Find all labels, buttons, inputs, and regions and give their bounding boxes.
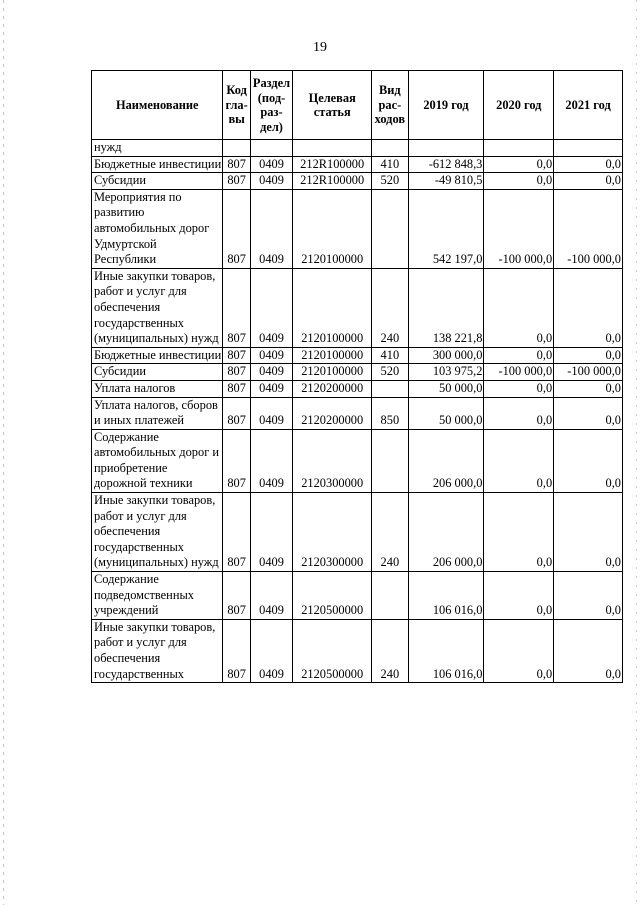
cell-kod: 807 bbox=[223, 364, 250, 381]
cell-vid bbox=[372, 572, 408, 620]
cell-celevaya: 2120100000 bbox=[293, 189, 372, 268]
cell-kod: 807 bbox=[223, 572, 250, 620]
cell-2020: 0,0 bbox=[484, 380, 554, 397]
cell-celevaya: 2120500000 bbox=[293, 619, 372, 682]
cell-2019: 138 221,8 bbox=[408, 268, 484, 347]
cell-razdel: 0409 bbox=[250, 189, 292, 268]
cell-razdel: 0409 bbox=[250, 493, 292, 572]
cell-kod: 807 bbox=[223, 156, 250, 173]
table-row bbox=[92, 572, 623, 620]
table-row bbox=[92, 156, 623, 173]
header-2021: 2021 год bbox=[554, 71, 623, 140]
cell-celevaya: 2120200000 bbox=[293, 380, 372, 397]
cell-vid: 520 bbox=[372, 173, 408, 190]
cell-vid: 850 bbox=[372, 397, 408, 429]
cell-celevaya: 2120300000 bbox=[293, 429, 372, 492]
cell-2021: 0,0 bbox=[554, 619, 623, 682]
cell-2021: 0,0 bbox=[554, 397, 623, 429]
cell-kod: 807 bbox=[223, 397, 250, 429]
cell-celevaya bbox=[293, 140, 372, 157]
cell-name: Уплата налогов bbox=[92, 380, 223, 397]
cell-vid: 410 bbox=[372, 347, 408, 364]
budget-table bbox=[91, 70, 623, 683]
cell-kod: 807 bbox=[223, 268, 250, 347]
cell-2021: 0,0 bbox=[554, 173, 623, 190]
cell-name: Иные закупки товаров, работ и услуг для обеспечения государственных (муниципальных) нужд bbox=[92, 493, 223, 572]
table-row bbox=[92, 364, 623, 381]
header-2020: 2020 год bbox=[484, 71, 554, 140]
cell-vid: 240 bbox=[372, 268, 408, 347]
cell-2020: 0,0 bbox=[484, 572, 554, 620]
header-kod: Код гла- вы bbox=[223, 71, 250, 140]
cell-2021: 0,0 bbox=[554, 429, 623, 492]
header-razdel: Раздел (под- раз- дел) bbox=[250, 71, 292, 140]
table-body bbox=[92, 140, 623, 683]
cell-2020: 0,0 bbox=[484, 173, 554, 190]
cell-2021: -100 000,0 bbox=[554, 189, 623, 268]
cell-vid bbox=[372, 380, 408, 397]
cell-razdel: 0409 bbox=[250, 156, 292, 173]
cell-2020: 0,0 bbox=[484, 397, 554, 429]
cell-celevaya: 2120100000 bbox=[293, 364, 372, 381]
cell-celevaya: 212R100000 bbox=[293, 156, 372, 173]
cell-2019: 50 000,0 bbox=[408, 397, 484, 429]
table-row bbox=[92, 619, 623, 682]
cell-2019: -49 810,5 bbox=[408, 173, 484, 190]
cell-2021: -100 000,0 bbox=[554, 364, 623, 381]
cell-2019: 50 000,0 bbox=[408, 380, 484, 397]
scan-edge-left bbox=[3, 0, 4, 905]
cell-2019: 542 197,0 bbox=[408, 189, 484, 268]
table-row bbox=[92, 429, 623, 492]
cell-2019 bbox=[408, 140, 484, 157]
cell-name: Субсидии bbox=[92, 364, 223, 381]
cell-2020: -100 000,0 bbox=[484, 189, 554, 268]
cell-kod: 807 bbox=[223, 347, 250, 364]
cell-vid bbox=[372, 429, 408, 492]
cell-razdel bbox=[250, 140, 292, 157]
table-row bbox=[92, 189, 623, 268]
cell-name: Иные закупки товаров, работ и услуг для обеспечения государственных (муниципальных) нужд bbox=[92, 268, 223, 347]
cell-vid: 240 bbox=[372, 619, 408, 682]
cell-2019: 103 975,2 bbox=[408, 364, 484, 381]
cell-2021: 0,0 bbox=[554, 380, 623, 397]
cell-2020: 0,0 bbox=[484, 429, 554, 492]
cell-vid: 240 bbox=[372, 493, 408, 572]
table-row bbox=[92, 268, 623, 347]
cell-2019: 206 000,0 bbox=[408, 493, 484, 572]
cell-2019: 300 000,0 bbox=[408, 347, 484, 364]
cell-2020: 0,0 bbox=[484, 268, 554, 347]
cell-2021: 0,0 bbox=[554, 347, 623, 364]
cell-celevaya: 212R100000 bbox=[293, 173, 372, 190]
cell-vid: 410 bbox=[372, 156, 408, 173]
cell-name: Мероприятия по развитию автомобильных дорог Удмуртской Республики bbox=[92, 189, 223, 268]
cell-celevaya: 2120300000 bbox=[293, 493, 372, 572]
cell-2020: 0,0 bbox=[484, 347, 554, 364]
cell-2019: -612 848,3 bbox=[408, 156, 484, 173]
cell-2021: 0,0 bbox=[554, 156, 623, 173]
cell-kod: 807 bbox=[223, 173, 250, 190]
header-2019: 2019 год bbox=[408, 71, 484, 140]
cell-2021: 0,0 bbox=[554, 572, 623, 620]
cell-vid: 520 bbox=[372, 364, 408, 381]
table-row bbox=[92, 397, 623, 429]
cell-name: Бюджетные инвестиции bbox=[92, 156, 223, 173]
table-row bbox=[92, 493, 623, 572]
cell-name: Содержание автомобильных дорог и приобретение дорожной техники bbox=[92, 429, 223, 492]
cell-2021 bbox=[554, 140, 623, 157]
cell-celevaya: 2120100000 bbox=[293, 347, 372, 364]
cell-razdel: 0409 bbox=[250, 619, 292, 682]
cell-name: Содержание подведомственных учреждений bbox=[92, 572, 223, 620]
header-name: Наименование bbox=[92, 71, 223, 140]
scan-edge-right bbox=[636, 0, 637, 905]
table-row bbox=[92, 173, 623, 190]
cell-kod: 807 bbox=[223, 380, 250, 397]
cell-razdel: 0409 bbox=[250, 397, 292, 429]
cell-kod: 807 bbox=[223, 189, 250, 268]
cell-razdel: 0409 bbox=[250, 347, 292, 364]
header-celevaya: Целевая статья bbox=[293, 71, 372, 140]
cell-2020: 0,0 bbox=[484, 156, 554, 173]
cell-celevaya: 2120100000 bbox=[293, 268, 372, 347]
cell-name: нужд bbox=[92, 140, 223, 157]
cell-2021: 0,0 bbox=[554, 268, 623, 347]
table-row bbox=[92, 380, 623, 397]
cell-razdel: 0409 bbox=[250, 572, 292, 620]
cell-2019: 106 016,0 bbox=[408, 619, 484, 682]
cell-name: Уплата налогов, сборов и иных платежей bbox=[92, 397, 223, 429]
cell-name: Иные закупки товаров, работ и услуг для обеспечения государственных bbox=[92, 619, 223, 682]
header-row bbox=[92, 71, 623, 140]
cell-razdel: 0409 bbox=[250, 173, 292, 190]
cell-kod: 807 bbox=[223, 493, 250, 572]
cell-celevaya: 2120200000 bbox=[293, 397, 372, 429]
cell-celevaya: 2120500000 bbox=[293, 572, 372, 620]
cell-2020: 0,0 bbox=[484, 493, 554, 572]
cell-2019: 206 000,0 bbox=[408, 429, 484, 492]
cell-vid bbox=[372, 140, 408, 157]
page-number: 19 bbox=[313, 40, 327, 55]
cell-razdel: 0409 bbox=[250, 429, 292, 492]
cell-name: Субсидии bbox=[92, 173, 223, 190]
cell-razdel: 0409 bbox=[250, 268, 292, 347]
cell-vid bbox=[372, 189, 408, 268]
cell-2020: 0,0 bbox=[484, 619, 554, 682]
cell-kod bbox=[223, 140, 250, 157]
table-row bbox=[92, 140, 623, 157]
cell-2020: -100 000,0 bbox=[484, 364, 554, 381]
cell-razdel: 0409 bbox=[250, 380, 292, 397]
cell-kod: 807 bbox=[223, 619, 250, 682]
cell-name: Бюджетные инвестиции bbox=[92, 347, 223, 364]
cell-2019: 106 016,0 bbox=[408, 572, 484, 620]
cell-2021: 0,0 bbox=[554, 493, 623, 572]
cell-razdel: 0409 bbox=[250, 364, 292, 381]
table-row bbox=[92, 347, 623, 364]
cell-2020 bbox=[484, 140, 554, 157]
cell-kod: 807 bbox=[223, 429, 250, 492]
header-vid: Вид рас- ходов bbox=[372, 71, 408, 140]
